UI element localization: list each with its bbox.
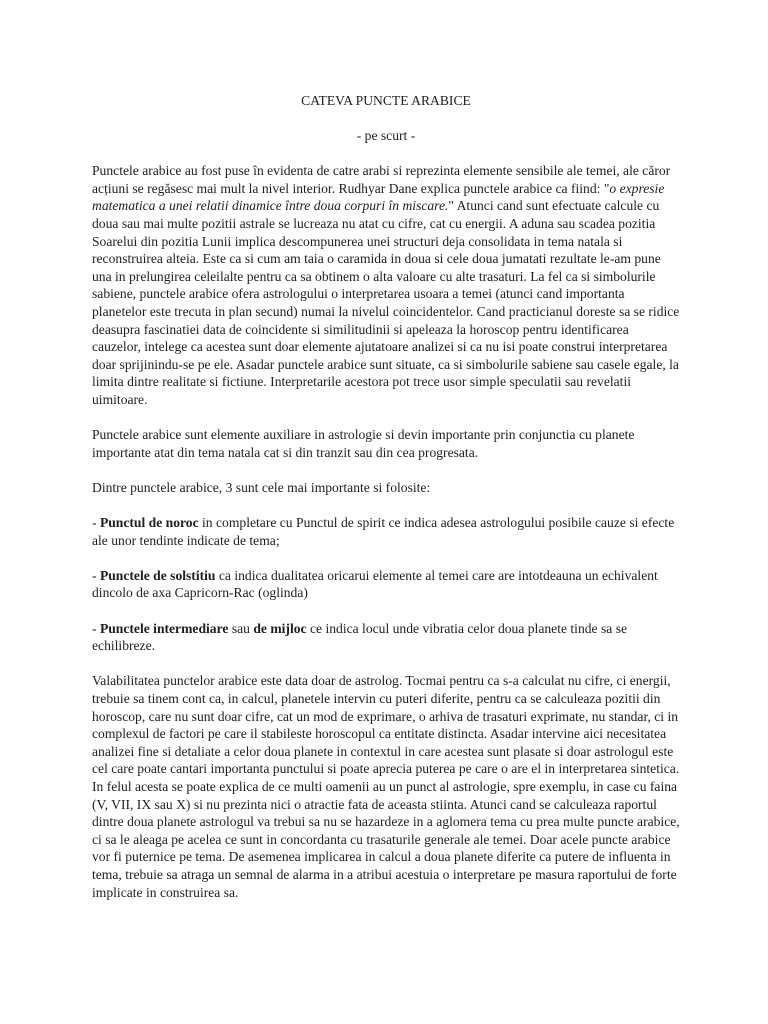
list-item-punctele-intermediare (92, 620, 680, 655)
list-item-punctul-de-noroc (92, 514, 680, 549)
list-item-punctele-de-solstitiu (92, 567, 680, 602)
document-title: CATEVA PUNCTE ARABICE (301, 93, 471, 108)
list-term-alt: de mijloc (253, 620, 307, 636)
list-term: Punctul de noroc (99, 515, 199, 531)
list-dash: - (92, 515, 100, 531)
paragraph-intro (92, 162, 680, 408)
intro-quote: o expresie matematica a unei relatii dinamice între doua corpuri în miscare. (92, 180, 665, 214)
list-dash: - (92, 567, 100, 583)
list-connector: sau (228, 620, 254, 636)
list-dash: - (92, 620, 100, 636)
list-term: Punctele de solstitiu (99, 567, 216, 583)
paragraph-validity: Valabilitatea punctelor arabice este data doar de astrolog. Tocmai pentru ca s-a calculat nu cifre, ci energii, trebuie sa tinem cont ca, in calcul, planetele intervin cu puteri diferite, pentru ca se calculeaza pozitii din horoscop, care nu sunt doar cifre, cat un mod de exprimare, o arhiva de trasaturi exprimate, nu standar, ci in complexul de factori pe care il stabileste horoscopul ca entitate distincta. Asadar intervine aici necesitatea analizei fine si detaliate a celor doua planete in contextul in care acestea sunt plasate si doar astrologul este cel care poate cantari importanta punctului si poate aprecia puterea pe care o are el in interpretarea sintetica. In felul acesta se poate explica de ce multi oamenii au un punct al astrologie, spre exemplu, in case cu faina (V, VII, IX sau X) si nu prezinta nici o atractie fata de aceasta stiinta. Atunci cand se calculeaza raportul dintre doua planete astrologul va trebui sa nu se hazardeze in a aglomera tema cu prea multe puncte arabice, ci sa le aleaga pe acelea ce sunt in concordanta cu trasaturile generale ale temei. Doar acele puncte arabice vor fi puternice pe tema. De asemenea implicarea in calcul a doua planete diferite ca putere de influenta in tema, trebuie sa atraga un semnal de alarma in a atribui acestuia o interpretare pe masura raportului de forte implicate in construirea sa. (92, 673, 680, 900)
document-subtitle: - pe scurt - (356, 127, 416, 143)
intro-text-b: " Atunci cand sunt efectuate calcule cu doua sau mai multe pozitii astrale se lucreaza nu atat cu cifre, cat cu energii. A aduna sau scadea pozitia Soarelui din pozitia Lunii implica descompunerea unei structuri deja consolidata in tema natala si reconstruirea alteia. Este ca si cum am taia o caramida in doua si cele doua jumatati rezultate le-am pune una in prelungirea celeilalte pentru ca sa obtinem o alta valoare cu alte trasaturi. La fel ca si simbolurile sabiene, punctele arabice ofera astrologului o interpretarea usoara a temei (atunci cand importanta planetelor este trecuta in plan secund) numai la nivelul coincidentelor. Cand practicianul doreste sa se ridice deasupra fascinatiei data de coincidente si similitudinii si apeleaza la horoscop pentru identificarea cauzelor, intelege ca acestea sunt doar elemente ajutatoare analizei si ca nu isi poate construi interpretarea doar sprijinindu-se pe ele. Asadar punctele arabice sunt situate, ca si simbolurile sabiene sau casele egale, la limita dintre realitate si fictiune. Interpretarile acestora pot trece usor simple speculatii sau revelatii uimitoare. (92, 198, 680, 407)
list-description: in completare cu Punctul de spirit ce indica adesea astrologului posibile cauze si efecte ale unor tendinte indicate de tema; (92, 515, 675, 548)
list-term: Punctele intermediare (99, 620, 229, 636)
list-description: ce indica locul unde vibratia celor doua planete tinde sa se echilibreze. (92, 620, 628, 654)
paragraph-auxiliary: Punctele arabice sunt elemente auxiliare in astrologie si devin importante prin conjunctia cu planete importante atat din tema natala cat si din tranzit sau din cea progresata. (92, 427, 635, 460)
list-description: ca indica dualitatea oricarui elemente al temei care are intotdeauna un echivalent dincolo de axa Capricorn-Rac (oglinda) (92, 567, 658, 601)
intro-text-a: Punctele arabice au fost puse în evidenta de catre arabi si reprezinta elemente sensibile ale temei, ale căror acțiuni se regăsesc mai mult la nivel interior. Rudhyar Dane explica punctele arabice ca fiind: " (92, 163, 671, 196)
paragraph-list-intro: Dintre punctele arabice, 3 sunt cele mai importante si folosite: (92, 479, 431, 495)
